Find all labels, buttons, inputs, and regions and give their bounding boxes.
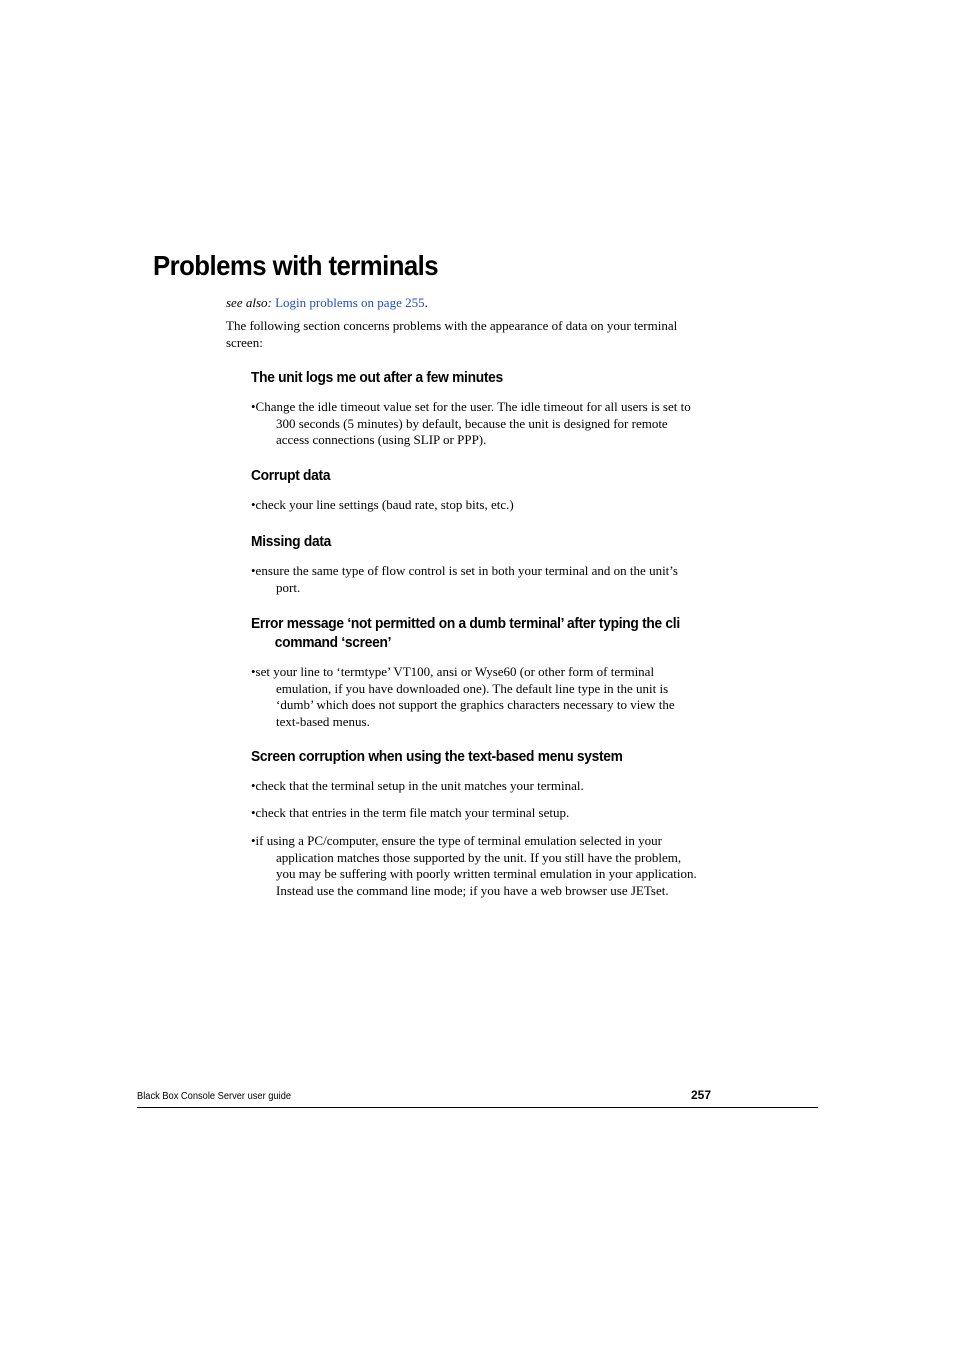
intro-paragraph: The following section concerns problems with the appearance of data on your terminal screen: <box>226 318 678 350</box>
bullet-termtype: •set your line to ‘termtype’ VT100, ansi or Wyse60 (or other form of terminal emulation, if you have downloaded one). The default line type in the unit is ‘dumb’ which does not support the graphics characters necessary to view the text-based menus. <box>251 664 675 729</box>
section-heading-corrupt-data: Corrupt data <box>251 468 331 484</box>
section-heading-logout: The unit logs me out after a few minutes <box>251 370 503 386</box>
footer-divider <box>137 1107 818 1108</box>
bullet-term-file: •check that entries in the term file match your terminal setup. <box>251 805 570 820</box>
footer-page-number: 257 <box>691 1088 712 1102</box>
bullet-terminal-setup: •check that the terminal setup in the unit matches your terminal. <box>251 778 584 793</box>
bullet-line-settings: •check your line settings (baud rate, stop bits, etc.) <box>251 497 514 512</box>
bullet-idle-timeout: •Change the idle timeout value set for the user. The idle timeout for all users is set to 300 seconds (5 minutes) by default, because the unit is designed for remote access connections (using SLIP or PPP). <box>251 399 691 447</box>
bullet-flow-control: •ensure the same type of flow control is set in both your terminal and on the unit’s port. <box>251 563 678 595</box>
bullet-pc-emulation: •if using a PC/computer, ensure the type of terminal emulation selected in your application matches those supported by the unit. If you still have the problem, you may be suffering with poorly written terminal emulation in your application. Instead use the command line mode; if you have a web browser use JETset. <box>251 833 697 898</box>
page-title: Problems with terminals <box>153 250 439 281</box>
section-heading-screen-corruption: Screen corruption when using the text-based menu system <box>251 749 623 765</box>
see-also-link[interactable]: Login problems on page 255 <box>275 295 425 310</box>
heading-line-2: command ‘screen’ <box>274 635 392 651</box>
section-heading-dumb-terminal <box>251 615 698 653</box>
heading-line-1: Error message ‘not permitted on a dumb terminal’ after typing the cli <box>251 616 680 632</box>
section-heading-missing-data: Missing data <box>251 534 332 550</box>
see-also-period: . <box>424 295 428 310</box>
see-also <box>226 295 428 312</box>
footer-document-title: Black Box Console Server user guide <box>137 1091 292 1102</box>
see-also-label: see also: <box>226 295 272 310</box>
